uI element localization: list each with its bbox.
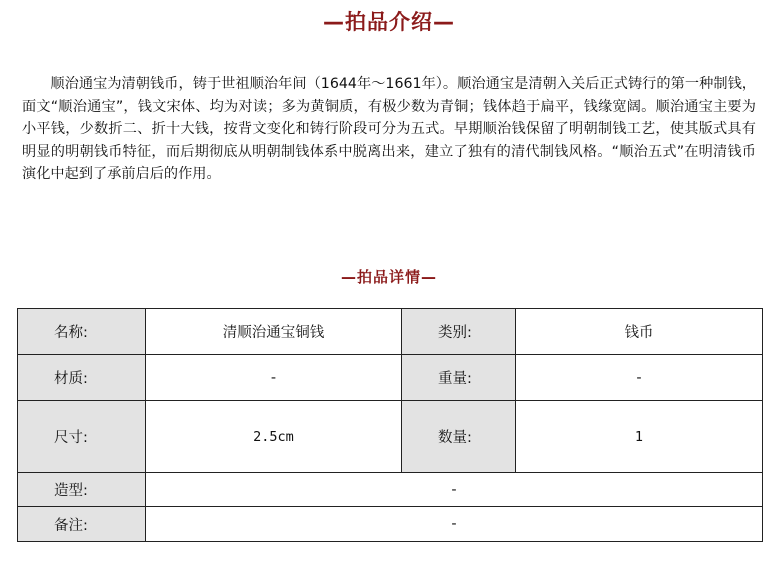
material-label: 材质: (18, 355, 146, 401)
table-row (18, 473, 763, 507)
category-value: 钱币 (516, 309, 763, 355)
table-row (18, 507, 763, 542)
details-table (17, 308, 763, 542)
weight-label: 重量: (402, 355, 516, 401)
material-value: - (146, 355, 402, 401)
shape-value: - (146, 473, 763, 507)
category-label: 类别: (402, 309, 516, 355)
quantity-label: 数量: (402, 401, 516, 473)
remarks-label: 备注: (18, 507, 146, 542)
intro-paragraph: 顺治通宝为清朝钱币，铸于世祖顺治年间（1644年～1661年）。顺治通宝是清朝入关后正式铸行的第一种制钱，面文“顺治通宝”，钱文宋体、均为对读；多为黄铜质，有极少数为青铜；钱体趋于扁平，钱缘宽阔。顺治通宝主要为小平钱，少数折二、折十大钱，按背文变化和铸行阶段可分为五式。早期顺治钱保留了明朝制钱工艺，使其版式具有明显的明朝钱币特征，而后期彻底从明朝制钱体系中脱离出来，建立了独有的清代制钱风格。“顺治五式”在明清钱币演化中起到了承前启后的作用。 (22, 76, 756, 182)
remarks-value: - (146, 507, 763, 542)
table-row (18, 355, 763, 401)
name-label: 名称: (18, 309, 146, 355)
quantity-value: 1 (516, 401, 763, 473)
table-row (18, 309, 763, 355)
size-value: 2.5cm (146, 401, 402, 473)
shape-label: 造型: (18, 473, 146, 507)
size-label: 尺寸: (18, 401, 146, 473)
weight-value: - (516, 355, 763, 401)
details-title: —拍品详情— (340, 268, 437, 286)
name-value: 清顺治通宝铜钱 (146, 309, 402, 355)
table-row (18, 401, 763, 473)
page-title: —拍品介绍— (323, 10, 455, 34)
